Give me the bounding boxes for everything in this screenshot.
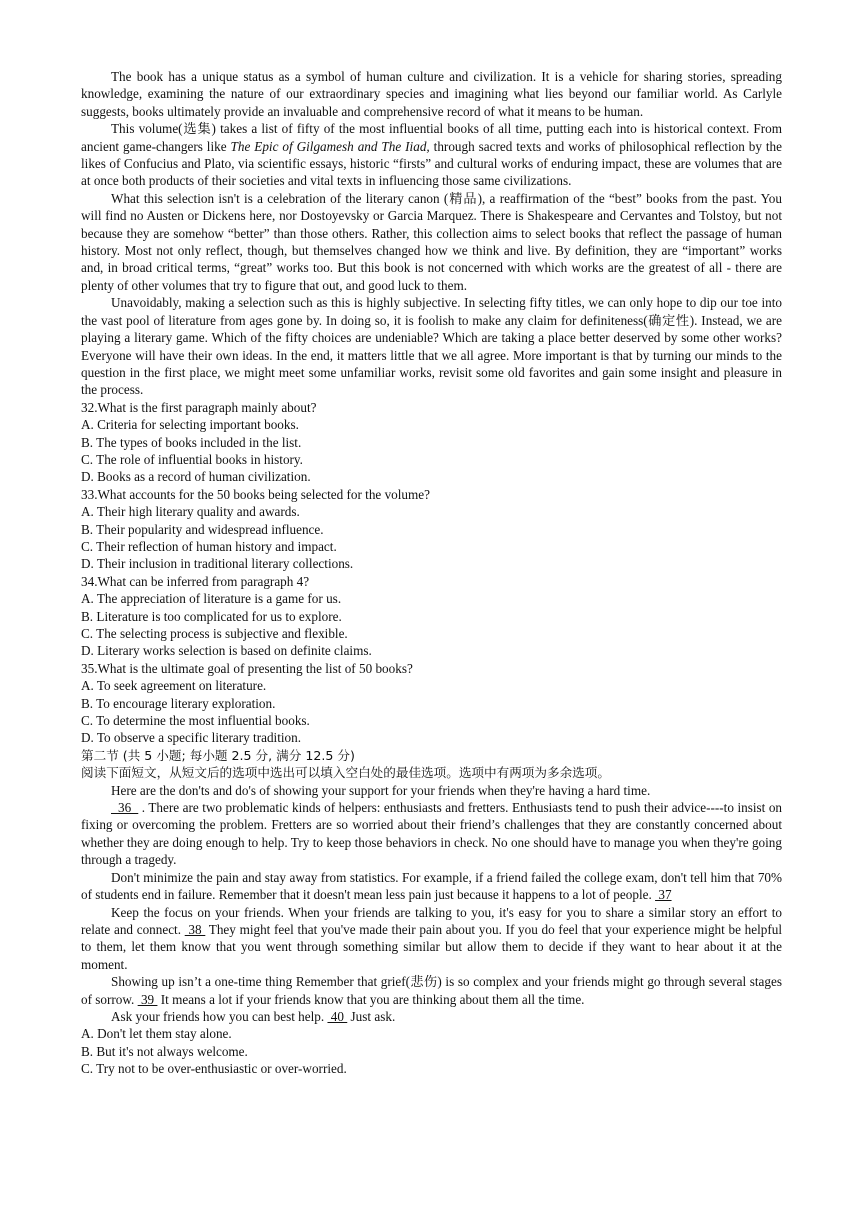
option-d: D. Literary works selection is based on definite claims. [81, 643, 372, 659]
paragraph-2-text-a: This volume(选集) takes a list of fifty of the most influential books of all time, putting each into is historical context. From ancient game-changers like [81, 121, 782, 154]
question-32 [81, 399, 782, 486]
section-2-heading: 第二节 (共 5 小题; 每小题 2.5 分, 满分 12.5 分) [81, 747, 355, 763]
blank-37: 37 [655, 887, 672, 903]
blank-40-text-a: Ask your friends how you can best help. [111, 1008, 328, 1024]
blank-39: 39 [137, 991, 158, 1007]
option-a: A. To seek agreement on literature. [81, 678, 267, 694]
cloze-option-a: A. Don't let them stay alone. [81, 1026, 232, 1042]
option-d: D. To observe a specific literary tradition. [81, 730, 302, 746]
cloze-option-c: C. Try not to be over-enthusiastic or over-worried. [81, 1061, 347, 1077]
option-b: B. To encourage literary exploration. [81, 695, 276, 711]
paragraph-2-text-b: through sacred texts and works of philosophical reflection by the likes of Confucius and Plato, via scientific essays, historic “firsts” and cultural works of enduring impact, these are volumes that are at once both products of their societies and vital texts in influencing those same civilizations. [81, 138, 783, 189]
blank-40: 40 [327, 1008, 348, 1024]
question-33 [81, 486, 782, 573]
blank-39-text-a: Showing up isn’t a one-time thing Remember that grief(悲伤) is so complex and your friends might go through several stages of sorrow. [81, 974, 782, 1007]
option-c: C. The selecting process is subjective and flexible. [81, 626, 348, 641]
blank-38: 38 [184, 921, 206, 937]
question-stem: 33.What accounts for the 50 books being selected for the volume? [81, 486, 430, 502]
option-a: A. Their high literary quality and awards. [81, 504, 300, 520]
blank-36-paragraph [81, 799, 782, 869]
option-a: A. The appreciation of literature is a game for us. [81, 591, 342, 607]
passage-paragraph-1: The book has a unique status as a symbol of human culture and civilization. It is a vehicle for sharing stories, spreading knowledge, examining the nature of our extraordinary species and imagining what lies beyond our familiar world. As Carlyle suggests, books ultimately provide an invaluable and comprehensive record of what it means to be human. [81, 69, 782, 119]
option-c: C. Their reflection of human history and impact. [81, 538, 337, 554]
passage-paragraph-3: What this selection isn't is a celebration of the literary canon (精品), a reaffirmation of the “best” books from the past. You will find no Austen or Dickens here, nor Dostoyevsky or Garcia Marquez. There is Shakespeare and Cervantes and Tolstoy, but not because they are somehow “better” than those others. Rather, this collection aims to select books that reflect the passage of human history. Most not only reflect, though, but themselves changed how we think and live. By definition, they are “important” works and, in broad critical terms, “great” works too. But this book is not concerned with which works are the greatest of all - there are plenty of other volumes that try to figure that out, and good luck to them. [81, 190, 782, 293]
blank-37-text: Don't minimize the pain and stay away from statistics. For example, if a friend failed the college exam, don't tell him that 70% of students end in failure. Remember that it doesn't mean less pain just because it happens to a lot of people. [81, 869, 782, 903]
passage-paragraph-4: Unavoidably, making a selection such as this is highly subjective. In selecting fifty titles, we can only hope to dip our toe into the vast pool of literature from ages gone by. In doing so, it is foolish to make any claim for definiteness(确定性). Instead, we are playing a literary game. Which of the fifty choices are undeniable? Which are taking a place better deserved by some other works? Everyone will have their own ideas. In the end, it matters little that we all agree. More important is that by turning our minds to the question in the first place, we might meet some unfamiliar works, revisit some old favorites and gain some insight and pleasure in the process. [81, 295, 782, 398]
option-d: D. Their inclusion in traditional literary collections. [81, 556, 354, 572]
option-c: C. The role of influential books in history. [81, 451, 303, 467]
question-35 [81, 660, 782, 747]
cloze-option-b: B. But it's not always welcome. [81, 1043, 248, 1059]
blank-36: 36 [111, 800, 139, 816]
blank-39-paragraph [81, 973, 782, 1008]
option-c: C. To determine the most influential books. [81, 713, 310, 729]
blank-38-paragraph [81, 904, 782, 974]
option-b: B. Their popularity and widespread influence. [81, 521, 324, 537]
question-34 [81, 573, 782, 660]
option-b: B. Literature is too complicated for us to explore. [81, 608, 342, 624]
blank-39-text-b: It means a lot if your friends know that you are thinking about them all the time. [157, 991, 585, 1007]
blank-38-text-b: They might feel that you've made their pain about you. If you do feel that your experience might be helpful to them, let them know that you went through something similar but allow them to decide if they want to hear about it at the moment. [81, 921, 783, 972]
blank-38-text-a: Keep the focus on your friends. When your friends are talking to you, it's easy for you to share a similar story an effort to relate and connect. [81, 904, 782, 937]
question-stem: 35.What is the ultimate goal of presenting the list of 50 books? [81, 660, 413, 676]
section-2-instruction: 阅读下面短文，从短文后的选项中选出可以填入空白处的最佳选项。选项中有两项为多余选项。 [81, 765, 610, 781]
section-2-intro: Here are the don'ts and do's of showing your support for your friends when they're having a hard time. [111, 782, 651, 798]
option-b: B. The types of books included in the list. [81, 434, 302, 450]
blank-36-text: . There are two problematic kinds of helpers: enthusiasts and fretters. Enthusiasts tend to push their advice----to insist on fixing or overcoming the problem. Fretters are so worried about their friend’s challenges that they are constantly concerned about whether they are doing enough to help. Try to keep those behaviors in check. No one should have to manage you when they're going through a tragedy. [81, 800, 783, 868]
blank-40-paragraph [81, 1008, 782, 1025]
option-a: A. Criteria for selecting important books. [81, 417, 299, 433]
blank-37-paragraph [81, 869, 782, 904]
question-stem: 32.What is the first paragraph mainly about? [81, 399, 317, 415]
blank-40-text-b: Just ask. [347, 1008, 396, 1024]
option-d: D. Books as a record of human civilization. [81, 469, 311, 485]
passage-paragraph-2 [81, 120, 782, 190]
paragraph-2-book-titles: The Epic of Gilgamesh and The Iiad, [230, 138, 430, 154]
question-stem: 34.What can be inferred from paragraph 4? [81, 573, 310, 589]
